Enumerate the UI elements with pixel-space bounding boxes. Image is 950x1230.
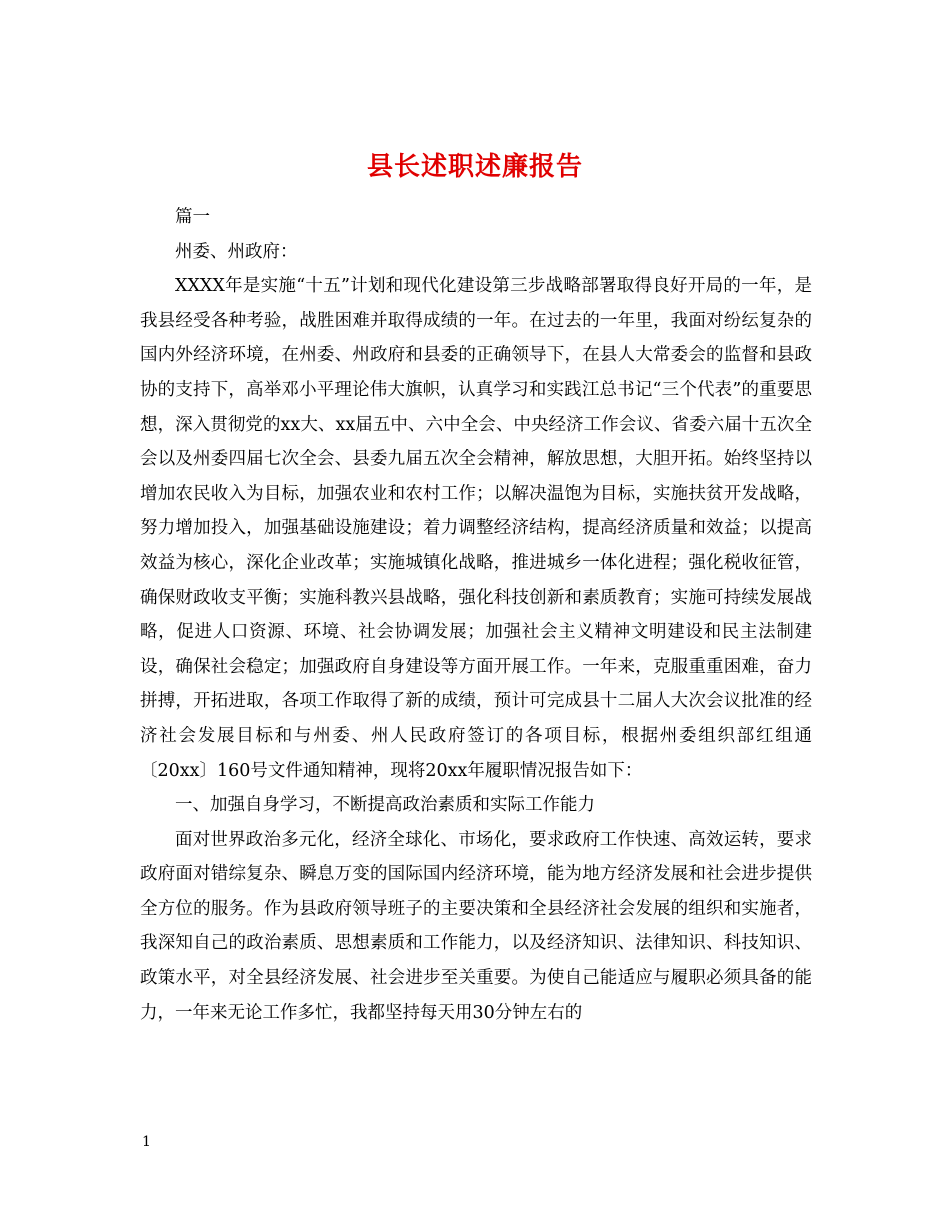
section-label: 篇一 — [175, 207, 210, 227]
section-heading: 一、加强自身学习，不断提高政治素质和实际工作能力 — [175, 795, 595, 816]
document-body — [140, 200, 812, 1030]
salutation: 州委、州政府： — [175, 241, 298, 262]
body-paragraph: 面对世界政治多元化，经济全球化、市场化，要求政府工作快速、高效运转，要求政府面对错综复杂、瞬息万变的国际国内经济环境，能为地方经济发展和社会进步提供全方位的服务。作为县政府领导班子的主要决策和全县经济社会发展的组织和实施者，我深知自己的政治素质、思想素质和工作能力，以及经济知识、法律知识、科技知识、政策水平，对全县经济发展、社会进步至关重要。为使自己能适应与履职必须具备的能力，一年来无论工作多忙，我都坚持每天用30分钟左右的 — [140, 829, 812, 1023]
body-paragraph: XXXX年是实施“十五”计划和现代化建设第三步战略部署取得良好开局的一年，是我县经受各种考验，战胜困难并取得成绩的一年。在过去的一年里，我面对纷纭复杂的国内外经济环境，在州委、州政府和县委的正确领导下，在县人大常委会的监督和县政协的支持下，高举邓小平理论伟大旗帜，认真学习和实践江总书记“三个代表”的重要思想，深入贯彻党的xx大、xx届五中、六中全会、中央经济工作会议、省委六届十五次全会以及州委四届七次全会、县委九届五次全会精神，解放思想，大胆开拓。始终坚持以增加农民收入为目标，加强农业和农村工作；以解决温饱为目标，实施扶贫开发战略，努力增加投入，加强基础设施建设；着力调整经济结构，提高经济质量和效益；以提高效益为核心，深化企业改革；实施城镇化战略，推进城乡一体化进程；强化税收征管，确保财政收支平衡；实施科教兴县战略，强化科技创新和素质教育；实施可持续发展战略，促进人口资源、环境、社会协调发展；加强社会主义精神文明建设和民主法制建设，确保社会稳定；加强政府自身建设等方面开展工作。一年来，克服重重困难，奋力拼搏，开拓进取，各项工作取得了新的成绩，预计可完成县十二届人大次会议批准的经济社会发展目标和与州委、州人民政府签订的各项目标，根据州委组织部红组通〔20xx〕160号文件通知精神，现将20xx年履职情况报告如下： — [140, 276, 812, 781]
page-number: 1 — [142, 1134, 151, 1150]
document-title: 县长述职述廉报告 — [366, 152, 583, 183]
